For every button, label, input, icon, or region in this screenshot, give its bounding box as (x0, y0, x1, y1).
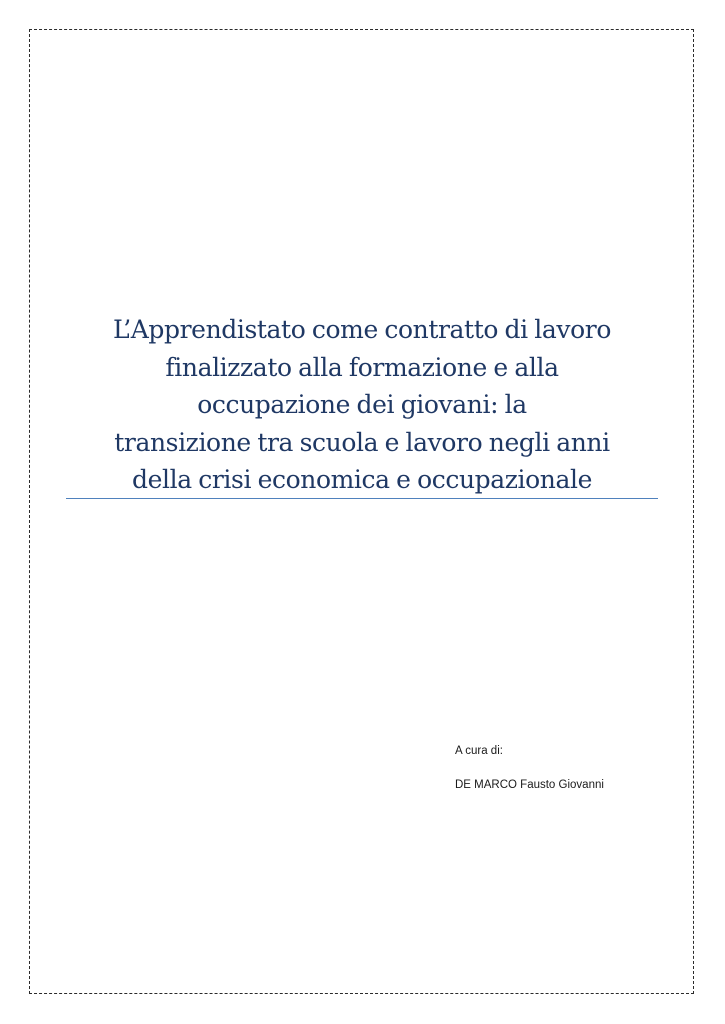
title-line: finalizzato alla formazione e alla (165, 352, 559, 382)
title-line: occupazione dei giovani: la (197, 390, 527, 419)
title-line: della crisi economica e occupazionale (132, 465, 592, 494)
page-border (29, 29, 694, 994)
title-block (66, 311, 658, 499)
author-name: DE MARCO Fausto Giovanni (455, 779, 604, 791)
curated-by-label: A cura di: (455, 745, 503, 757)
title-line: transizione tra scuola e lavoro negli anni (114, 427, 610, 457)
title-line: L’Apprendistato come contratto di lavoro (113, 315, 611, 344)
credits-block (455, 744, 604, 792)
title-underline-rule (66, 498, 658, 499)
document-title (66, 311, 658, 499)
